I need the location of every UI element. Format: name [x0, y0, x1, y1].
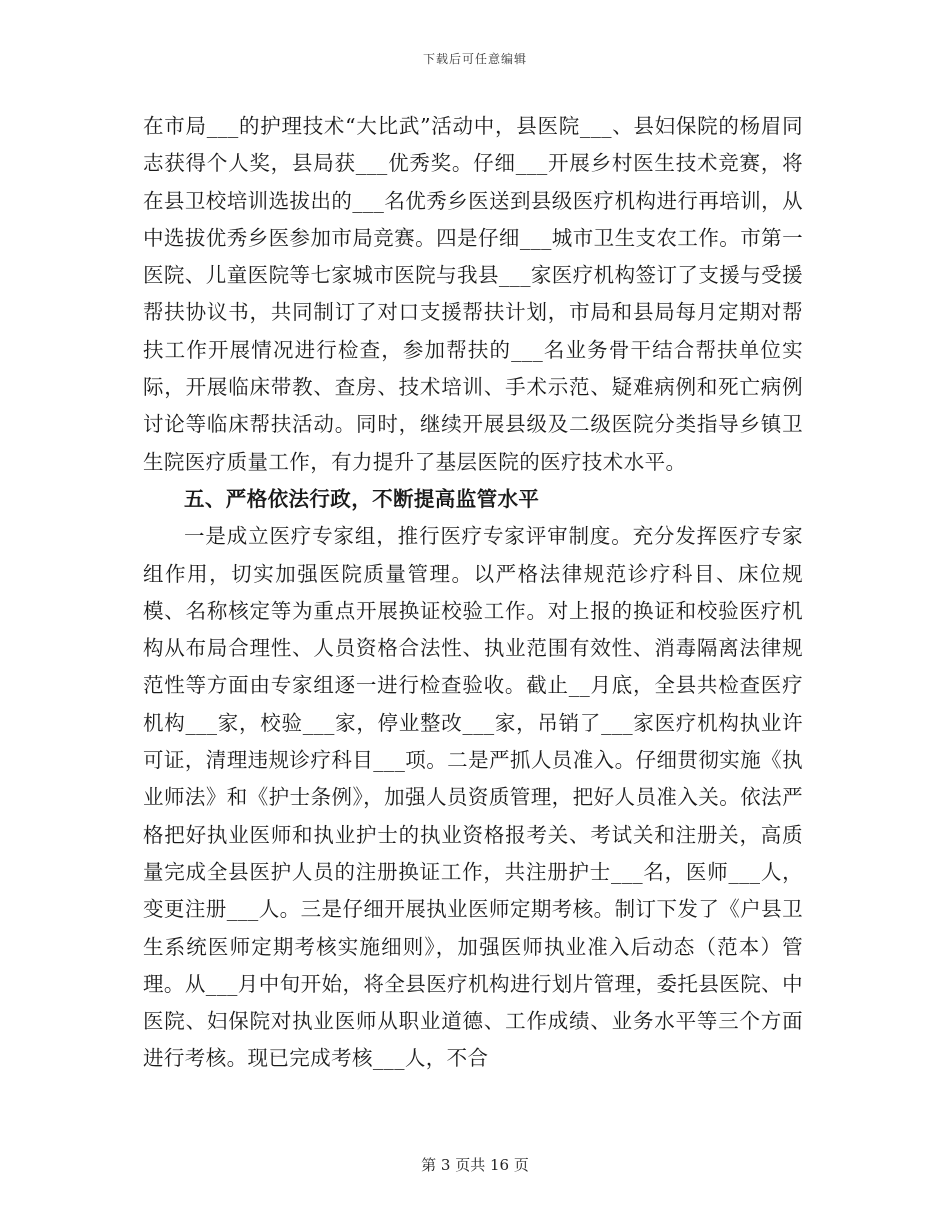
body-paragraph-1: 在市局___的护理技术“大比武”活动中，县医院___、县妇保院的杨眉同志获得个人奖，县局获___优秀奖。仔细___开展乡村医生技术竞赛，将在县卫校培训选拔出的___名优秀乡医送到县级医疗机构进行再培训，从中选拔优秀乡医参加市局竞赛。四是仔细___城市卫生支农工作。市第一医院、儿童医院等七家城市医院与我县___家医疗机构签订了支援与受援帮扶协议书，共同制订了对口支援帮扶计划，市局和县局每月定期对帮扶工作开展情况进行检查，参加帮扶的___名业务骨干结合帮扶单位实际，开展临床带教、查房、技术培训、手术示范、疑难病例和死亡病例讨论等临床帮扶活动。同时，继续开展县级及二级医院分类指导乡镇卫生院医疗质量工作，有力提升了基层医院的医疗技术水平。 — [143, 114, 803, 474]
body-paragraph-2: 一是成立医疗专家组，推行医疗专家评审制度。充分发挥医疗专家组作用，切实加强医院质量管理。以严格法律规范诊疗科目、床位规模、名称核定等为重点开展换证校验工作。对上报的换证和校验医疗机构从布局合理性、人员资格合法性、执业范围有效性、消毒隔离法律规范性等方面由专家组逐一进行检查验收。截止__月底，全县共检查医疗机构___家，校验___家，停业整改___家，吊销了___家医疗机构执业许可证，清理违规诊疗科目___项。二是严抓人员准入。仔细贯彻实施《执业师法》和《护士条例》，加强人员资质管理，把好人员准入关。依法严格把好执业医师和执业护士的执业资格报考关、考试关和注册关，高质量完成全县医护人员的注册换证工作，共注册护士___名，医师___人，变更注册___人。三是仔细开展执业医师定期考核。制订下发了《户县卫生系统医师定期考核实施细则》，加强医师执业准入后动态（范本）管理。从___月中旬开始，将全县医疗机构进行划片管理，委托县医院、中医院、妇保院对执业医师从职业道德、工作成绩、业务水平等三个方面进行考核。现已完成考核___人，不合 — [143, 524, 803, 1071]
section-heading: 五、严格依法行政，不断提高监管水平 — [184, 486, 540, 511]
document-body — [143, 108, 803, 1078]
page-number-footer: 第 3 页共 16 页 — [421, 1156, 529, 1174]
page-header-note: 下载后可任意编辑 — [422, 52, 527, 66]
